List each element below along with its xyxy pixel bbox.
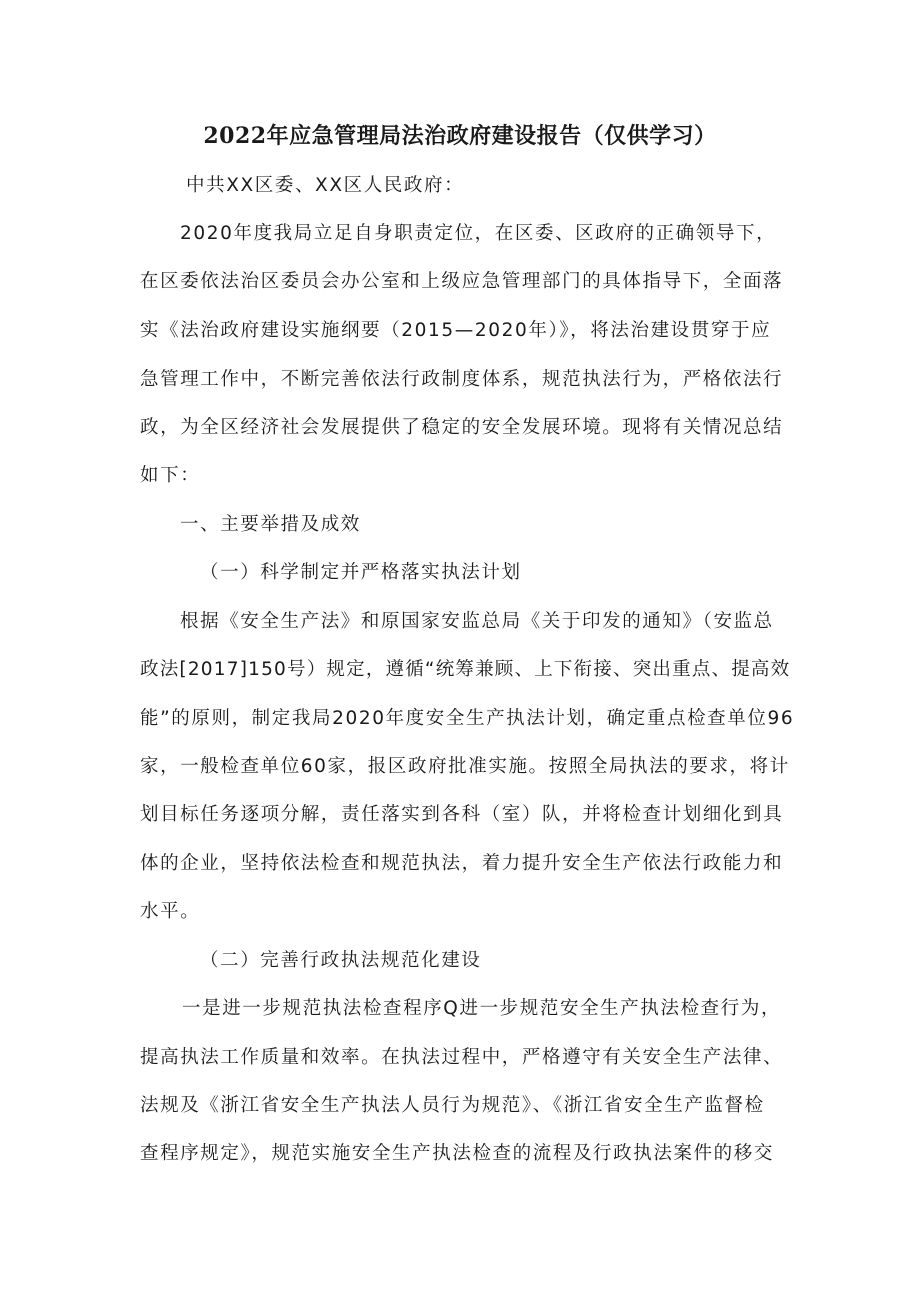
subsection-heading: （二）完善行政执法规范化建设 — [200, 950, 482, 971]
paragraph-line: 能”的原则，制定我局2020年度安全生产执法计划，确定重点检查单位96 — [140, 708, 795, 729]
paragraph-line: 政法[2017]150号）规定，遵循“统筹兼顾、上下衔接、突出重点、提高效 — [140, 659, 791, 680]
paragraph-line: 2020年度我局立足自身职责定位，在区委、区政府的正确领导下， — [180, 223, 777, 244]
paragraph-line: 政，为全区经济社会发展提供了稳定的安全发展环境。现将有关情况总结 — [140, 417, 784, 438]
paragraph-line: 查程序规定》，规范实施安全生产执法检查的流程及行政执法案件的移交 — [140, 1143, 774, 1164]
salutation: 中共XX区委、XX区人民政府： — [186, 175, 465, 196]
paragraph-line: 提高执法工作质量和效率。在执法过程中，严格遵守有关安全生产法律、 — [140, 1047, 784, 1068]
paragraph-line: 急管理工作中，不断完善依法行政制度体系，规范执法行为，严格依法行 — [140, 369, 784, 390]
paragraph-line: 水平。 — [140, 901, 201, 922]
paragraph-line: 实《法治政府建设实施纲要（2015—2020年）》，将法治建设贯穿于应 — [140, 320, 772, 341]
paragraph-line: 根据《安全生产法》和原国家安监总局《关于印发的通知》（安监总 — [180, 611, 774, 632]
paragraph-line: 法规及《浙江省安全生产执法人员行为规范》、《浙江省安全生产监督检 — [140, 1095, 765, 1116]
paragraph-line: 体的企业，坚持依法检查和规范执法，着力提升安全生产依法行政能力和 — [140, 853, 784, 874]
section-heading: 一、主要举措及成效 — [180, 514, 361, 535]
paragraph-line: 一是进一步规范执法检查程序Q进一步规范安全生产执法检查行为， — [182, 998, 782, 1019]
paragraph-line: 在区委依法治区委员会办公室和上级应急管理部门的具体指导下，全面落 — [140, 271, 784, 292]
paragraph-line: 如下： — [140, 465, 201, 486]
subsection-heading: （一）科学制定并严格落实执法计划 — [200, 562, 522, 583]
document-title: 2022年应急管理局法治政府建设报告（仅供学习） — [203, 123, 717, 149]
paragraph-line: 划目标任务逐项分解，责任落实到各科（室）队，并将检查计划细化到具 — [140, 804, 784, 825]
paragraph-line: 家，一般检查单位60家，报区政府批准实施。按照全局执法的要求，将计 — [140, 756, 790, 777]
